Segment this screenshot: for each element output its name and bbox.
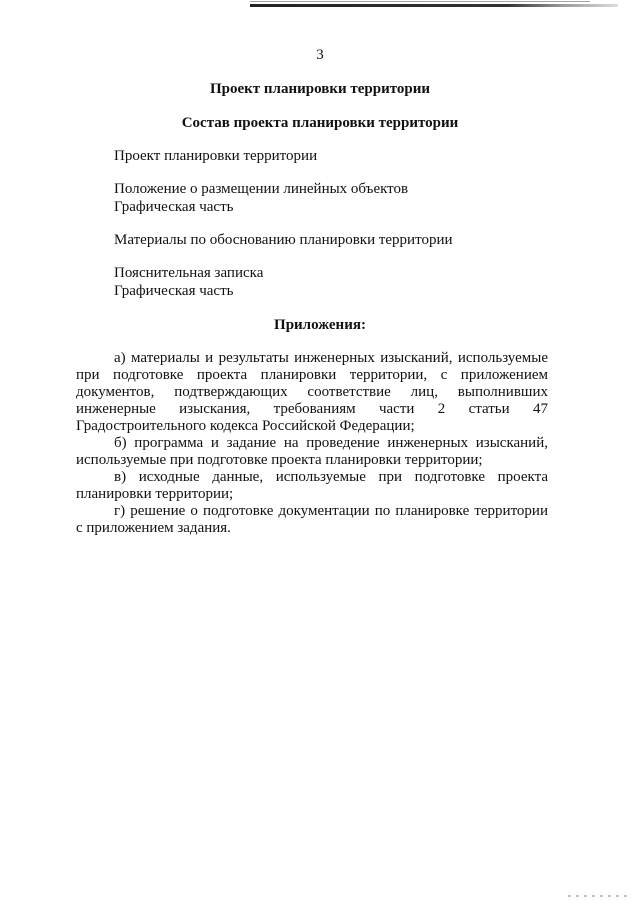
appendix-line: инженерные изыскания, требованиям части 2 статьи 47 (76, 401, 548, 417)
appendix-line: при подготовке проекта планировки территории, с приложением (76, 367, 548, 383)
scan-artifact-top-bar (250, 4, 618, 7)
contents-item: Проект планировки территории (114, 148, 318, 164)
appendix-line: б) программа и задание на проведение инженерных изысканий, (114, 435, 548, 451)
section-title: Состав проекта планировки территории (181, 115, 459, 131)
appendix-title: Приложения: (274, 317, 366, 333)
page-number: 3 (316, 47, 324, 63)
scan-artifact-top-thin (250, 1, 590, 2)
appendix-line: с приложением задания. (76, 520, 231, 536)
appendix-line: в) исходные данные, используемые при подготовке проекта (114, 469, 548, 485)
appendix-line: а) материалы и результаты инженерных изысканий, используемые (114, 350, 548, 366)
appendix-line: используемые при подготовке проекта планировки территории; (76, 452, 483, 468)
contents-item: Материалы по обоснованию планировки территории (114, 232, 453, 248)
contents-item: Положение о размещении линейных объектов (114, 181, 409, 197)
contents-item: Графическая часть (114, 199, 234, 215)
appendix-line: документов, подтверждающих соответствие лиц, выполнивших (76, 384, 548, 400)
contents-item: Графическая часть (114, 283, 234, 299)
appendix-line: планировки территории; (76, 486, 234, 502)
page-title: Проект планировки территории (209, 81, 431, 97)
appendix-line: Градостроительного кодекса Российской Федерации; (76, 418, 415, 434)
scan-artifact-bottom (568, 895, 628, 897)
appendix-line: г) решение о подготовке документации по планировке территории (114, 503, 548, 519)
contents-item: Пояснительная записка (114, 265, 264, 281)
